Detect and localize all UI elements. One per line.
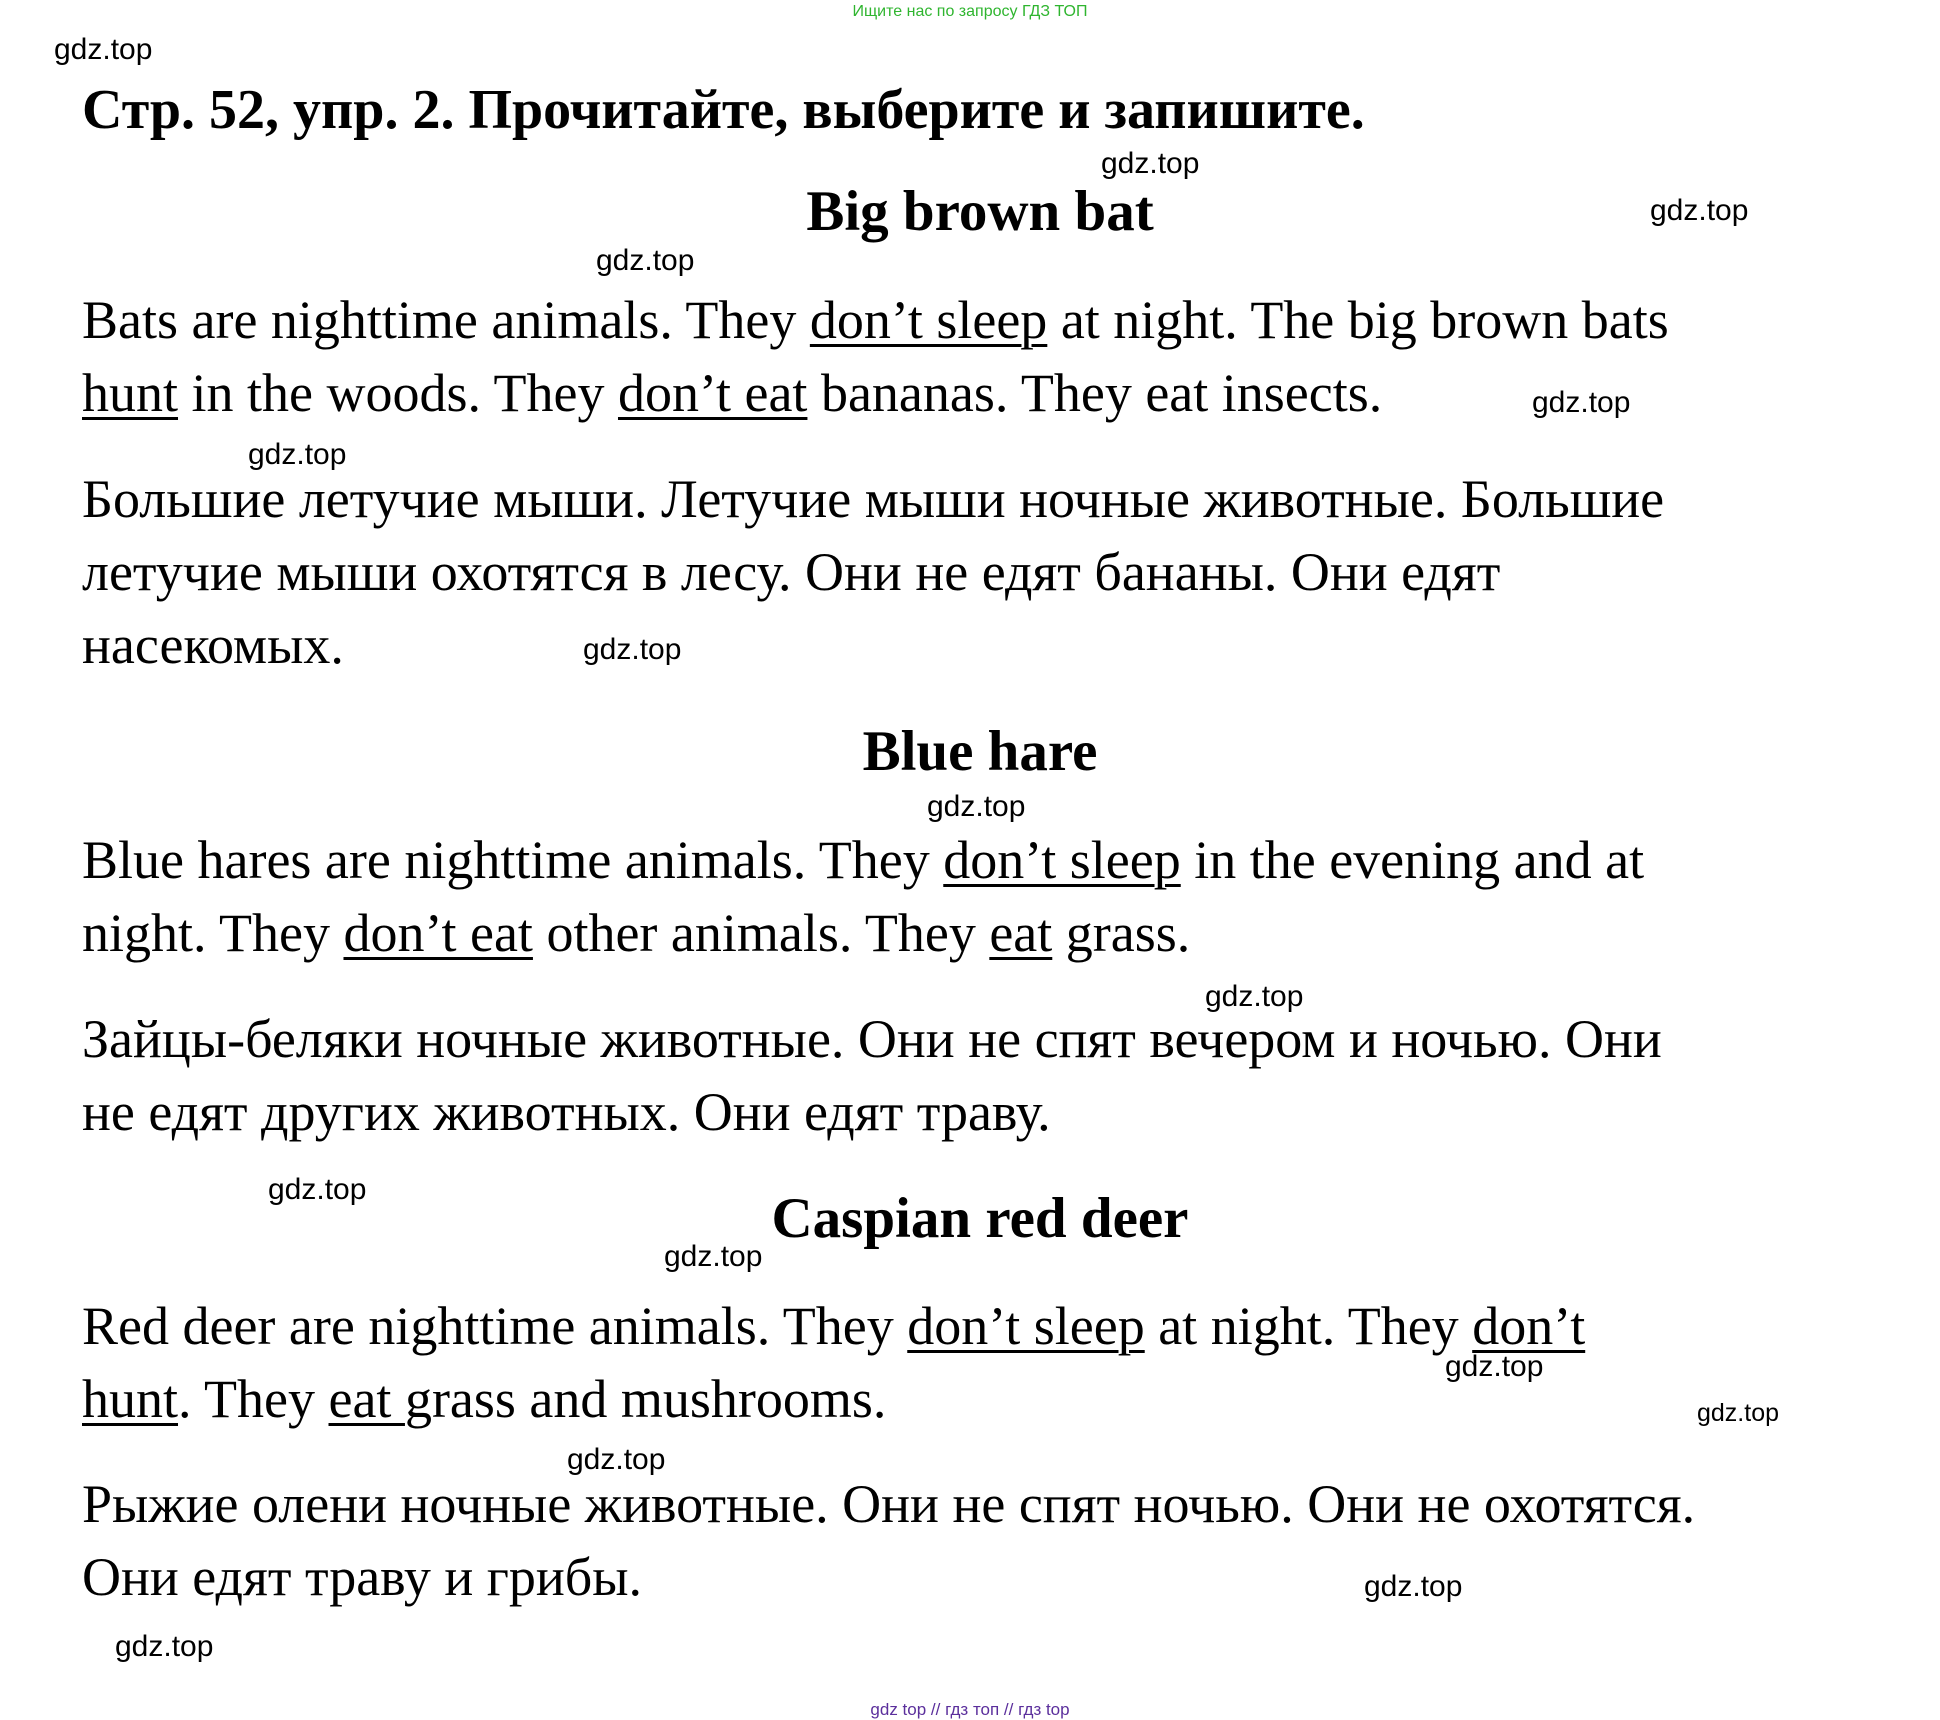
watermark: gdz.top xyxy=(583,633,682,666)
underlined-answer: hunt xyxy=(82,363,179,423)
text-line: насекомых. xyxy=(82,615,344,675)
text-run: . They xyxy=(178,1369,329,1429)
russian-paragraph-deer xyxy=(82,1468,1882,1614)
watermark: gdz.top xyxy=(1532,386,1631,419)
text-run: in the woods. They xyxy=(178,363,618,423)
russian-paragraph-hare xyxy=(82,1003,1882,1149)
text-run: at night. They xyxy=(1144,1296,1473,1356)
watermark: gdz.top xyxy=(596,244,695,277)
watermark: gdz.top xyxy=(1364,1570,1463,1603)
text-line: летучие мыши охотятся в лесу. Они не едят бананы. Они едят xyxy=(82,542,1501,602)
underlined-answer: don’t eat xyxy=(617,363,808,423)
text-run: Red deer are nighttime animals. They xyxy=(82,1296,908,1356)
text-line xyxy=(82,824,1882,897)
watermark: gdz.top xyxy=(664,1240,763,1273)
watermark: gdz.top xyxy=(1650,194,1749,227)
underlined-answer: eat xyxy=(989,903,1053,963)
text-run: Bats are nighttime animals. They xyxy=(82,290,810,350)
watermark: gdz.top xyxy=(248,438,347,471)
watermark: gdz.top xyxy=(1205,980,1304,1013)
text-run: in the evening and at xyxy=(1180,830,1645,890)
text-line: Большие летучие мыши. Летучие мыши ночные животные. Большие xyxy=(82,469,1665,529)
top-banner[interactable]: Ищите нас по запросу ГДЗ ТОП xyxy=(852,3,1088,20)
text-run: at night. The big brown bats xyxy=(1047,290,1669,350)
watermark: gdz.top xyxy=(567,1443,666,1476)
text-line xyxy=(82,1363,1882,1436)
watermark: gdz.top xyxy=(268,1173,367,1206)
section-heading-blue-hare: Blue hare xyxy=(862,720,1098,783)
watermark: gdz.top xyxy=(1697,1399,1780,1427)
page-title: Стр. 52, упр. 2. Прочитайте, выберите и запишите. xyxy=(82,79,1365,141)
text-run: bananas. They eat insects. xyxy=(807,363,1383,423)
underlined-answer: eat xyxy=(328,1369,405,1429)
english-paragraph-hare xyxy=(82,824,1882,970)
watermark: gdz.top xyxy=(1101,147,1200,180)
text-run: Blue hares are nighttime animals. They xyxy=(82,830,944,890)
text-run: grass and mushrooms. xyxy=(404,1369,887,1429)
watermark: gdz.top xyxy=(115,1630,214,1663)
text-line: Они едят траву и грибы. xyxy=(82,1547,643,1607)
english-paragraph-deer xyxy=(82,1290,1882,1436)
underlined-answer: don’t sleep xyxy=(943,830,1181,890)
text-run: grass. xyxy=(1052,903,1191,963)
text-line: не едят других животных. Они едят траву. xyxy=(82,1082,1051,1142)
underlined-answer: don’t sleep xyxy=(907,1296,1145,1356)
underlined-answer: don’t eat xyxy=(343,903,533,963)
footer-links[interactable]: gdz top // гдз топ // гдз top xyxy=(870,1700,1070,1719)
text-line xyxy=(82,1290,1882,1363)
text-run: night. They xyxy=(82,903,344,963)
underlined-answer: don’t xyxy=(1472,1296,1586,1356)
watermark: gdz.top xyxy=(54,33,153,66)
text-line: Зайцы-беляки ночные животные. Они не спят вечером и ночью. Они xyxy=(82,1009,1662,1069)
section-heading-caspian-red-deer: Caspian red deer xyxy=(771,1187,1189,1250)
section-heading-big-brown-bat: Big brown bat xyxy=(806,180,1154,243)
text-line: Рыжие олени ночные животные. Они не спят ночью. Они не охотятся. xyxy=(82,1474,1696,1534)
watermark: gdz.top xyxy=(927,790,1026,823)
text-line xyxy=(82,284,1882,357)
text-run: other animals. They xyxy=(532,903,990,963)
underlined-answer: don’t sleep xyxy=(809,290,1048,350)
underlined-answer: hunt xyxy=(82,1369,179,1429)
watermark: gdz.top xyxy=(1445,1350,1544,1383)
text-line xyxy=(82,897,1882,970)
russian-paragraph-bat xyxy=(82,463,1882,682)
